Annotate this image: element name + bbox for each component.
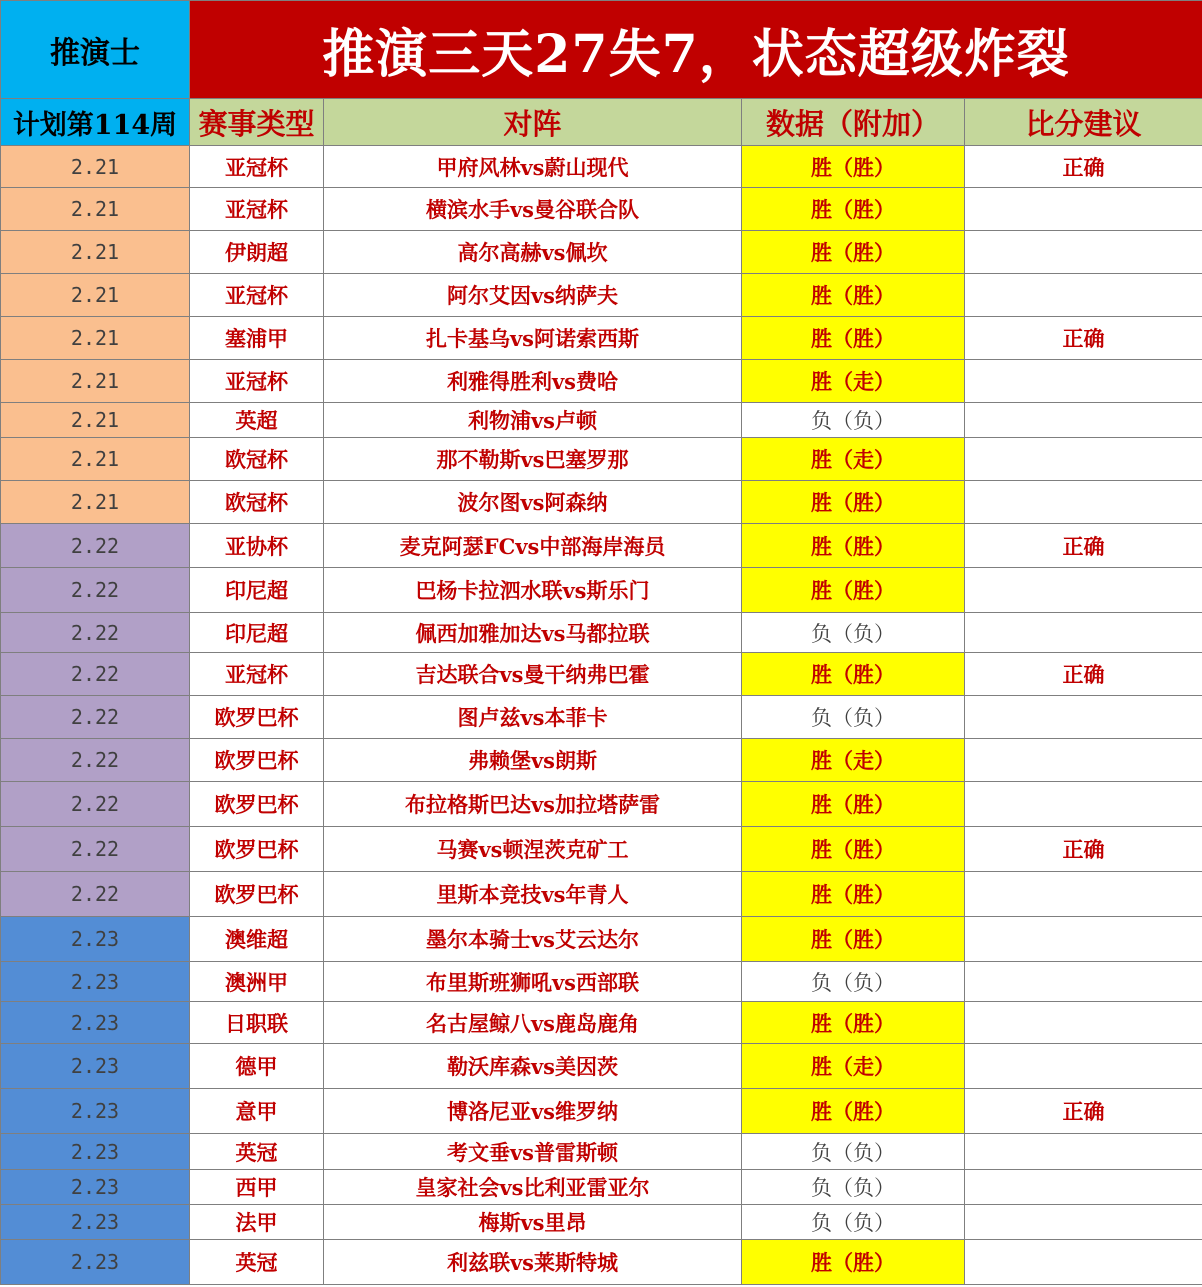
result-data-cell: 胜（胜）: [742, 872, 965, 917]
score-suggestion-cell: [965, 1002, 1202, 1044]
match-cell: 弗赖堡vs朗斯: [324, 739, 742, 782]
table-row: [1, 438, 1202, 481]
date-cell: 2.23: [1, 1002, 190, 1044]
table-row: [1, 613, 1202, 653]
match-cell: 利雅得胜利vs费哈: [324, 360, 742, 403]
table-row: [1, 1240, 1202, 1285]
result-data-cell: 胜（胜）: [742, 188, 965, 231]
result-data-cell: 胜（胜）: [742, 481, 965, 524]
result-data-cell: 胜（胜）: [742, 782, 965, 827]
date-cell: 2.23: [1, 1134, 190, 1170]
date-cell: 2.22: [1, 568, 190, 613]
league-cell: 欧罗巴杯: [190, 827, 324, 872]
result-data-cell: 负（负）: [742, 696, 965, 739]
league-cell: 欧罗巴杯: [190, 872, 324, 917]
date-cell: 2.22: [1, 782, 190, 827]
match-cell: 佩西加雅加达vs马都拉联: [324, 613, 742, 653]
score-suggestion-cell: [965, 613, 1202, 653]
result-data-cell: 胜（胜）: [742, 568, 965, 613]
table-row: [1, 1134, 1202, 1170]
score-suggestion-cell: [965, 917, 1202, 962]
match-cell: 横滨水手vs曼谷联合队: [324, 188, 742, 231]
score-suggestion-cell: [965, 403, 1202, 438]
date-cell: 2.23: [1, 962, 190, 1002]
league-cell: 西甲: [190, 1170, 324, 1205]
match-cell: 考文垂vs普雷斯顿: [324, 1134, 742, 1170]
date-cell: 2.22: [1, 739, 190, 782]
table-row: [1, 1044, 1202, 1089]
result-data-cell: 胜（胜）: [742, 1002, 965, 1044]
score-suggestion-cell: 正确: [965, 653, 1202, 696]
date-cell: 2.21: [1, 146, 190, 188]
table-row: [1, 827, 1202, 872]
table-row: [1, 696, 1202, 739]
score-suggestion-cell: [965, 1044, 1202, 1089]
table-row: [1, 653, 1202, 696]
date-cell: 2.22: [1, 653, 190, 696]
league-cell: 欧罗巴杯: [190, 739, 324, 782]
score-suggestion-cell: [965, 231, 1202, 274]
title-row: [1, 1, 1202, 99]
result-data-cell: 负（负）: [742, 962, 965, 1002]
match-cell: 图卢兹vs本菲卡: [324, 696, 742, 739]
date-cell: 2.23: [1, 1205, 190, 1240]
league-cell: 亚冠杯: [190, 653, 324, 696]
result-data-cell: 胜（胜）: [742, 317, 965, 360]
score-suggestion-cell: [965, 1240, 1202, 1285]
column-header-row: [1, 99, 1202, 146]
match-cell: 扎卡基乌vs阿诺索西斯: [324, 317, 742, 360]
date-cell: 2.23: [1, 1089, 190, 1134]
score-suggestion-cell: [965, 1134, 1202, 1170]
league-cell: 英冠: [190, 1240, 324, 1285]
match-cell: 名古屋鲸八vs鹿岛鹿角: [324, 1002, 742, 1044]
score-suggestion-cell: [965, 962, 1202, 1002]
result-data-cell: 胜（胜）: [742, 917, 965, 962]
table-row: [1, 360, 1202, 403]
result-data-cell: 负（负）: [742, 1205, 965, 1240]
league-cell: 亚协杯: [190, 524, 324, 568]
score-suggestion-cell: 正确: [965, 1089, 1202, 1134]
result-data-cell: 负（负）: [742, 1134, 965, 1170]
date-cell: 2.22: [1, 613, 190, 653]
league-cell: 印尼超: [190, 613, 324, 653]
table-row: [1, 739, 1202, 782]
date-cell: 2.21: [1, 438, 190, 481]
table-row: [1, 146, 1202, 188]
date-cell: 2.22: [1, 827, 190, 872]
match-cell: 巴杨卡拉泗水联vs斯乐门: [324, 568, 742, 613]
score-suggestion-cell: [965, 1170, 1202, 1205]
score-suggestion-cell: [965, 696, 1202, 739]
score-suggestion-cell: [965, 188, 1202, 231]
match-cell: 阿尔艾因vs纳萨夫: [324, 274, 742, 317]
score-suggestion-cell: [965, 739, 1202, 782]
table-row: [1, 231, 1202, 274]
league-cell: 欧罗巴杯: [190, 696, 324, 739]
league-cell: 亚冠杯: [190, 146, 324, 188]
league-cell: 德甲: [190, 1044, 324, 1089]
match-cell: 墨尔本骑士vs艾云达尔: [324, 917, 742, 962]
brand-label: 推演士: [1, 1, 190, 99]
date-cell: 2.22: [1, 872, 190, 917]
match-cell: 布里斯班狮吼vs西部联: [324, 962, 742, 1002]
score-suggestion-cell: [965, 360, 1202, 403]
table-row: [1, 568, 1202, 613]
league-cell: 欧罗巴杯: [190, 782, 324, 827]
table-row: [1, 782, 1202, 827]
score-suggestion-cell: [965, 782, 1202, 827]
date-cell: 2.22: [1, 524, 190, 568]
result-data-cell: 胜（走）: [742, 438, 965, 481]
match-cell: 甲府风林vs蔚山现代: [324, 146, 742, 188]
result-data-cell: 胜（胜）: [742, 146, 965, 188]
date-cell: 2.21: [1, 274, 190, 317]
league-cell: 欧冠杯: [190, 481, 324, 524]
league-cell: 澳洲甲: [190, 962, 324, 1002]
table-row: [1, 403, 1202, 438]
table-row: [1, 1205, 1202, 1240]
table-row: [1, 962, 1202, 1002]
result-data-cell: 胜（走）: [742, 360, 965, 403]
table-row: [1, 1002, 1202, 1044]
score-suggestion-cell: 正确: [965, 146, 1202, 188]
match-cell: 麦克阿瑟FCvs中部海岸海员: [324, 524, 742, 568]
score-suggestion-cell: 正确: [965, 827, 1202, 872]
score-suggestion-cell: 正确: [965, 317, 1202, 360]
result-data-cell: 负（负）: [742, 613, 965, 653]
column-header-match: 对阵: [324, 99, 742, 146]
result-data-cell: 负（负）: [742, 1170, 965, 1205]
league-cell: 意甲: [190, 1089, 324, 1134]
score-suggestion-cell: [965, 568, 1202, 613]
result-data-cell: 胜（胜）: [742, 1240, 965, 1285]
column-header-score: 比分建议: [965, 99, 1202, 146]
result-data-cell: 胜（胜）: [742, 1089, 965, 1134]
match-cell: 吉达联合vs曼干纳弗巴霍: [324, 653, 742, 696]
league-cell: 英冠: [190, 1134, 324, 1170]
result-data-cell: 胜（胜）: [742, 653, 965, 696]
table-row: [1, 317, 1202, 360]
date-cell: 2.21: [1, 317, 190, 360]
result-data-cell: 胜（胜）: [742, 524, 965, 568]
date-cell: 2.23: [1, 1170, 190, 1205]
date-cell: 2.22: [1, 696, 190, 739]
match-cell: 勒沃库森vs美因茨: [324, 1044, 742, 1089]
result-data-cell: 负（负）: [742, 403, 965, 438]
match-cell: 马赛vs顿涅茨克矿工: [324, 827, 742, 872]
league-cell: 日职联: [190, 1002, 324, 1044]
match-cell: 皇家社会vs比利亚雷亚尔: [324, 1170, 742, 1205]
column-header-league: 赛事类型: [190, 99, 324, 146]
score-suggestion-cell: [965, 872, 1202, 917]
table-row: [1, 188, 1202, 231]
match-cell: 利物浦vs卢顿: [324, 403, 742, 438]
league-cell: 澳维超: [190, 917, 324, 962]
date-cell: 2.21: [1, 481, 190, 524]
date-cell: 2.23: [1, 1240, 190, 1285]
match-cell: 利兹联vs莱斯特城: [324, 1240, 742, 1285]
score-suggestion-cell: [965, 481, 1202, 524]
date-cell: 2.21: [1, 188, 190, 231]
date-cell: 2.21: [1, 403, 190, 438]
result-data-cell: 胜（胜）: [742, 274, 965, 317]
league-cell: 英超: [190, 403, 324, 438]
match-cell: 布拉格斯巴达vs加拉塔萨雷: [324, 782, 742, 827]
league-cell: 塞浦甲: [190, 317, 324, 360]
match-cell: 波尔图vs阿森纳: [324, 481, 742, 524]
result-data-cell: 胜（胜）: [742, 827, 965, 872]
league-cell: 法甲: [190, 1205, 324, 1240]
match-cell: 梅斯vs里昂: [324, 1205, 742, 1240]
match-cell: 那不勒斯vs巴塞罗那: [324, 438, 742, 481]
league-cell: 伊朗超: [190, 231, 324, 274]
table-row: [1, 274, 1202, 317]
result-data-cell: 胜（走）: [742, 1044, 965, 1089]
score-suggestion-cell: [965, 1205, 1202, 1240]
league-cell: 印尼超: [190, 568, 324, 613]
match-cell: 里斯本竞技vs年青人: [324, 872, 742, 917]
result-data-cell: 胜（走）: [742, 739, 965, 782]
table-row: [1, 917, 1202, 962]
table-row: [1, 1089, 1202, 1134]
column-header-data: 数据（附加）: [742, 99, 965, 146]
match-cell: 高尔高赫vs佩坎: [324, 231, 742, 274]
league-cell: 欧冠杯: [190, 438, 324, 481]
table-row: [1, 481, 1202, 524]
date-cell: 2.23: [1, 1044, 190, 1089]
league-cell: 亚冠杯: [190, 188, 324, 231]
score-suggestion-cell: 正确: [965, 524, 1202, 568]
result-data-cell: 胜（胜）: [742, 231, 965, 274]
table-row: [1, 1170, 1202, 1205]
match-cell: 博洛尼亚vs维罗纳: [324, 1089, 742, 1134]
league-cell: 亚冠杯: [190, 360, 324, 403]
plan-week-label: 计划第114周: [1, 99, 190, 146]
score-suggestion-cell: [965, 438, 1202, 481]
date-cell: 2.21: [1, 231, 190, 274]
league-cell: 亚冠杯: [190, 274, 324, 317]
date-cell: 2.21: [1, 360, 190, 403]
table-row: [1, 524, 1202, 568]
table-row: [1, 872, 1202, 917]
score-suggestion-cell: [965, 274, 1202, 317]
date-cell: 2.23: [1, 917, 190, 962]
page-title: 推演三天27失7，状态超级炸裂: [190, 1, 1202, 99]
